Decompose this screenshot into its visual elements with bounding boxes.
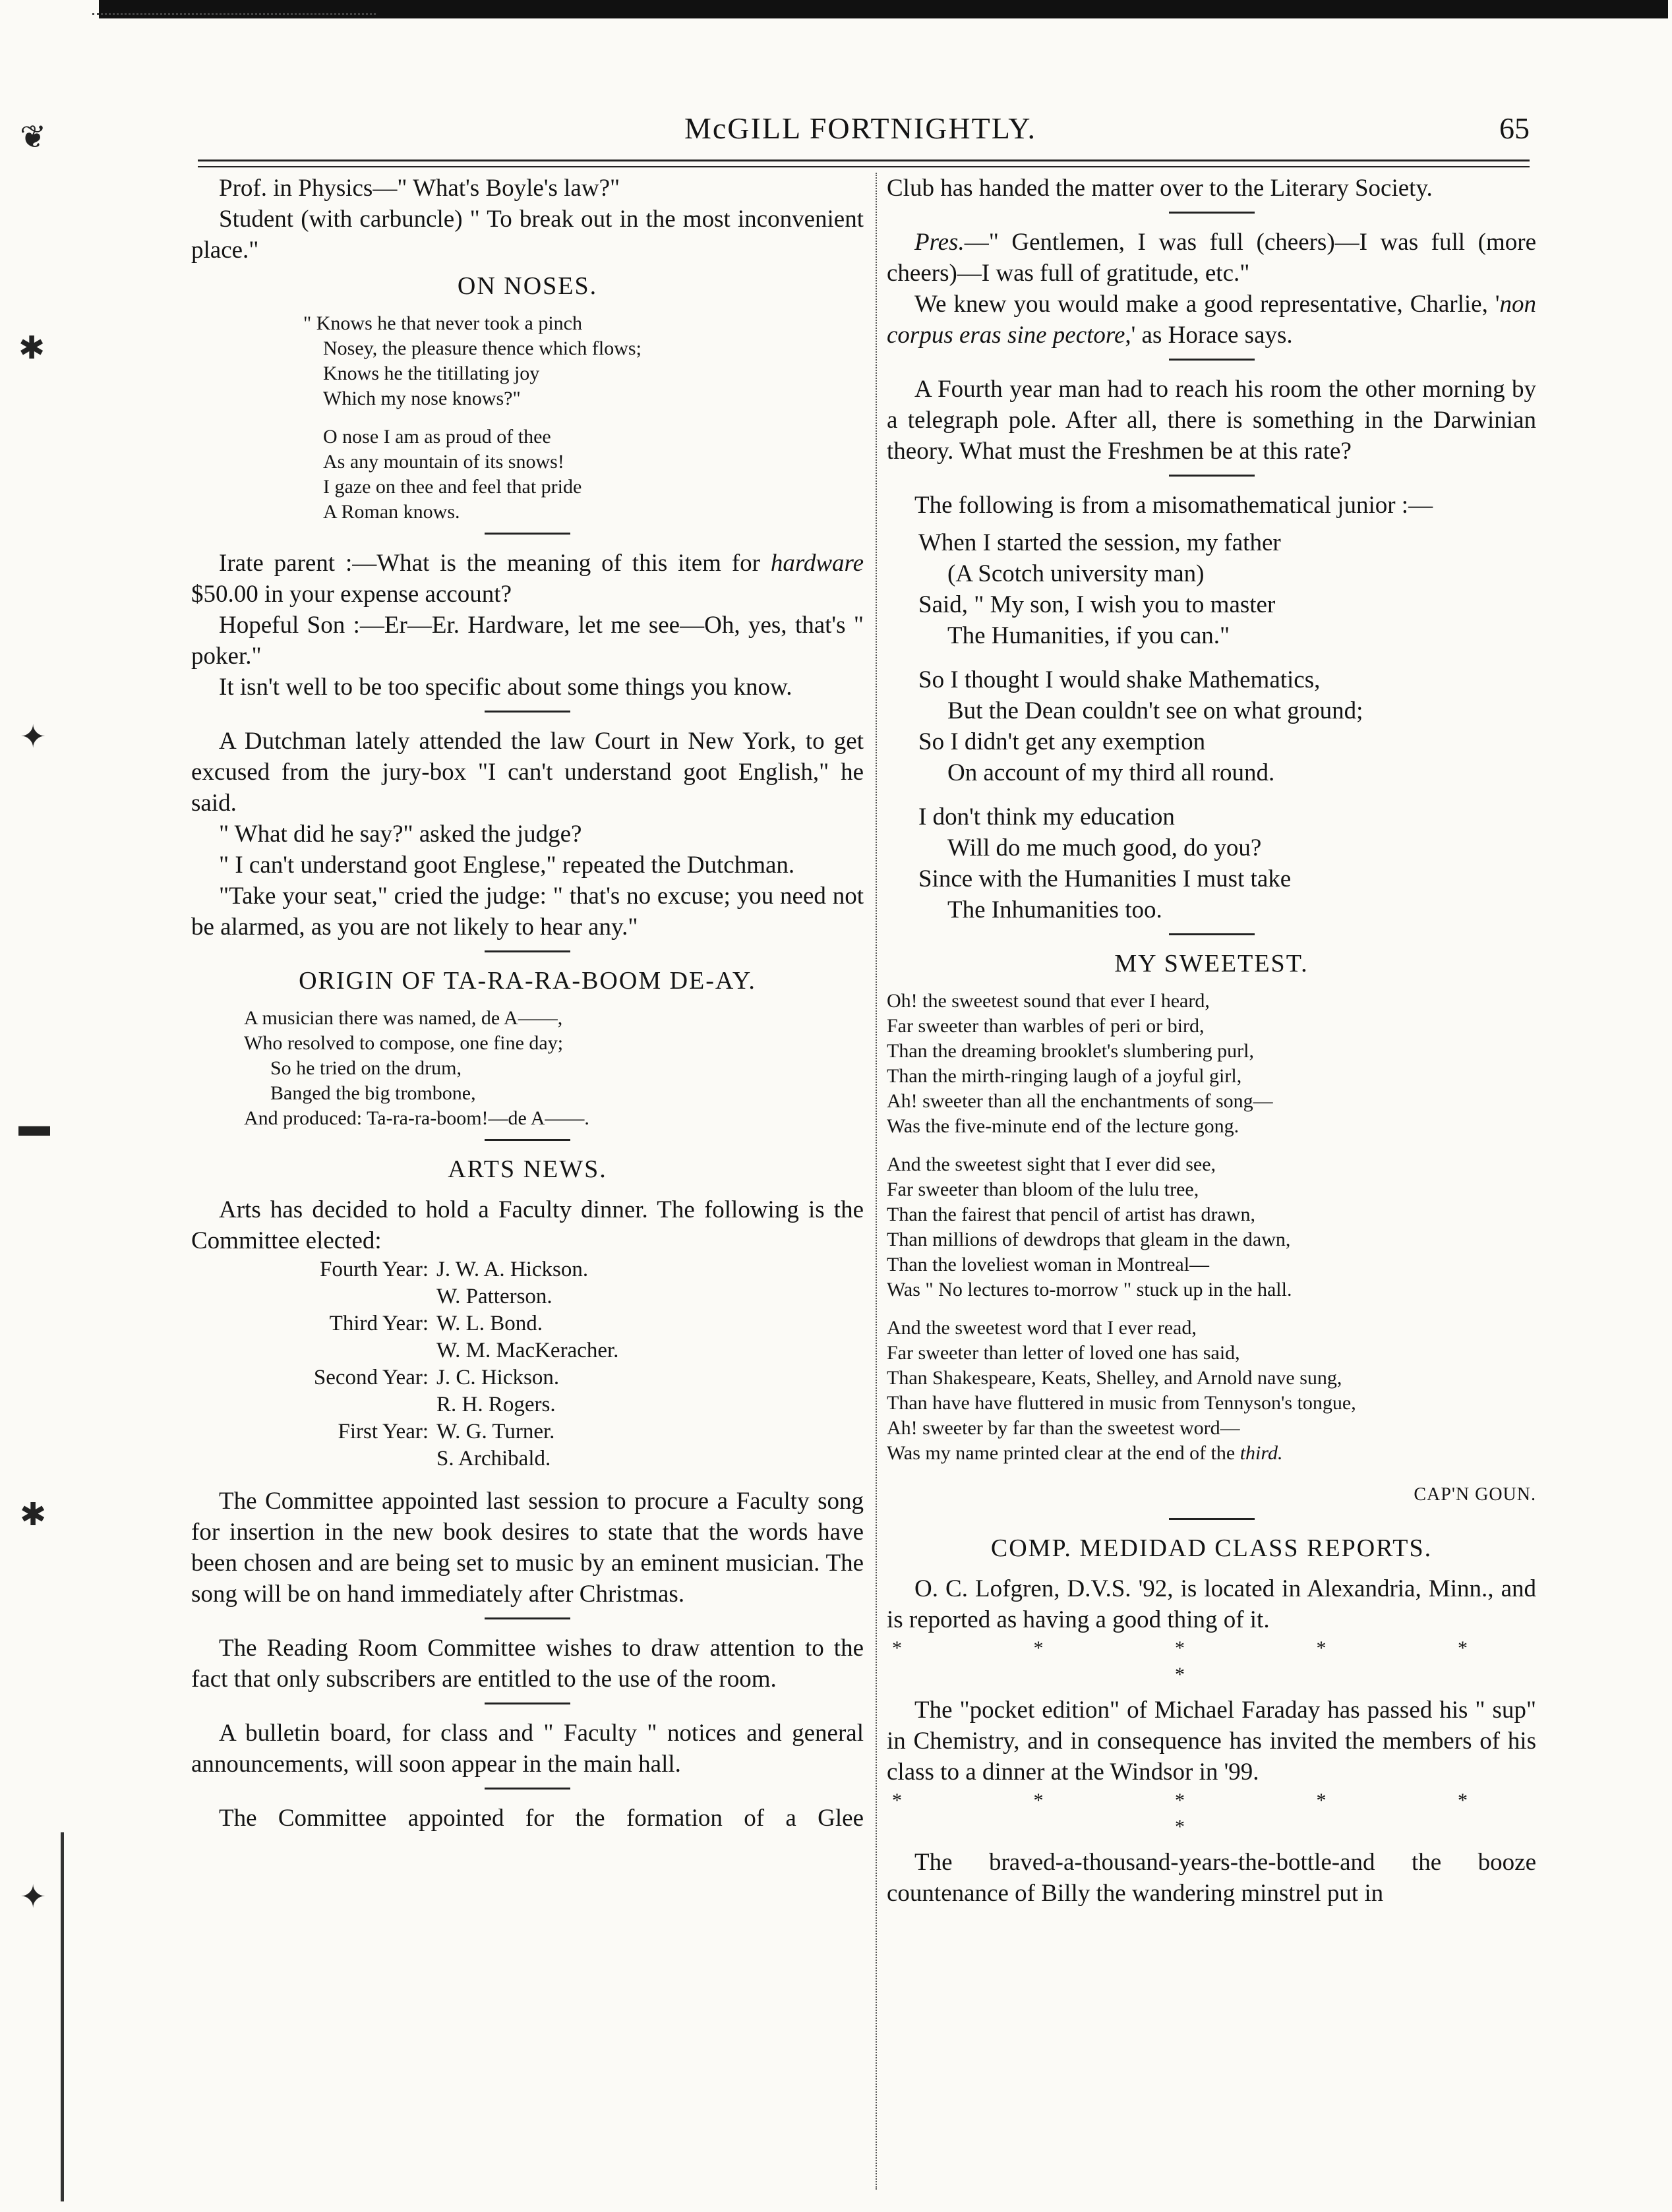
poem-line: Than the loveliest woman in Montreal— [887,1254,1210,1275]
poem-line: Knows he the titillating joy [323,363,540,384]
separator-rule [1169,933,1255,935]
poem-line: And the sweetest word that I ever read, [887,1317,1197,1339]
header-rule-thin [198,166,1530,167]
section-heading: MY SWEETEST. [1114,950,1309,977]
poem-line: Far sweeter than bloom of the lulu tree, [887,1179,1199,1200]
margin-mark: ❦ [20,120,47,155]
specific-remark: It isn't well to be too specific about some things you know. [219,674,792,701]
asterism: * * * * * * [892,1790,1531,1838]
left-column [191,173,864,1834]
poem-line: The Humanities, if you can." [947,622,1230,649]
separator-rule [1169,212,1255,214]
header-rule [198,160,1530,161]
junior-poem [918,521,1536,925]
poem-line: So I thought I would shake Mathematics, [918,666,1321,693]
poem-line: O nose I am as proud of thee [323,426,551,448]
poem-line: So he tried on the drum, [270,1057,462,1079]
poem-line: Than the fairest that pencil of artist has drawn, [887,1204,1255,1225]
poem-line: So I didn't get any exemption [918,728,1206,755]
noses-poem [303,311,864,525]
poem-line: Far sweeter than warbles of peri or bird, [887,1015,1205,1037]
separator-rule [485,711,570,713]
margin-mark: ✦ [20,1880,47,1915]
glee-note: The Committee appointed for the formation of a Glee [219,1805,864,1832]
poem-line: A musician there was named, de A——, [244,1007,563,1029]
separator-rule [485,1617,570,1619]
lofgren-report: O. C. Lofgren, D.V.S. '92, is located in Alexandria, Minn., and is reported as having a good thing of it. [887,1575,1536,1633]
poem-line: Was " No lectures to-morrow " stuck up in the hall. [887,1279,1292,1300]
fourth-year-note: A Fourth year man had to reach his room the other morning by a telegraph pole. After all, there is something in the Darwinian theory. What must the Freshmen be at this rate? [887,376,1536,465]
binding-edge [61,1832,64,2201]
poem-line: Ah! sweeter by far than the sweetest word— [887,1417,1240,1439]
poem-line: Said, " My son, I wish you to master [918,591,1276,618]
sweetest-poem [887,989,1536,1466]
faculty-song-note: The Committee appointed last session to procure a Faculty song for insertion in the new book desires to state that the words have been chosen and are being set to music by an eminent musician. The song will be on hand immediately after Christmas. [191,1488,864,1608]
top-border-bar [99,0,1668,18]
committee-row: Fourth Year: J. W. A. Hickson. [319,1258,589,1281]
column-separator [876,173,877,2190]
page-header [191,105,1530,152]
margin-mark: ✱ [18,331,45,366]
committee-row: Third Year: W. L. Bond. [329,1312,543,1335]
poem-line: Than have have fluttered in music from Tennyson's tongue, [887,1392,1356,1414]
right-column [887,173,1536,1909]
poem-line: Than the mirth-ringing laugh of a joyful girl, [887,1065,1242,1087]
poem-line: A Roman knows. [323,501,460,523]
section-heading: ORIGIN OF TA-RA-RA-BOOM DE-AY. [299,967,756,995]
president-quote: Pres.—" Gentlemen, I was full (cheers)—I was full (more cheers)—I was full of gratitude, etc." [887,229,1536,287]
top-dotted-rule [92,13,376,15]
committee-row: S. Archibald. [436,1447,551,1470]
section-heading: COMP. MEDIDAD CLASS REPORTS. [990,1534,1433,1562]
page-number: 65 [1499,111,1530,145]
dutchman-paragraph: A Dutchman lately attended the law Court in New York, to get excused from the jury-box "I can't understand goot English," he said. [191,728,864,817]
poem-line: Than millions of dewdrops that gleam in the dawn, [887,1229,1291,1250]
separator-rule [1169,1518,1255,1520]
poem-line: I don't think my education [918,803,1175,830]
poem-line: Oh! the sweetest sound that ever I heard, [887,990,1210,1012]
poem-line: Will do me much good, do you? [947,834,1262,861]
faraday-report: The "pocket edition" of Michael Faraday has passed his " sup" in Chemistry, and in consequence has invited the members of his class to a dinner at the Windsor in '99. [887,1697,1536,1786]
committee-row: W. M. MacKeracher. [436,1339,619,1362]
poem-line: Which my nose knows?" [323,388,521,409]
dutchman-paragraph: " I can't understand goot Englese," repeated the Dutchman. [219,852,795,879]
margin-mark: ▬ [18,1108,50,1143]
boyle-answer: Student (with carbuncle) " To break out in the most inconvenient place." [191,206,864,264]
boyle-question: Prof. in Physics—" What's Boyle's law?" [219,175,620,202]
poem-line: Ah! sweeter than all the enchantments of song— [887,1090,1273,1112]
glee-continuation: Club has handed the matter over to the Literary Society. [887,175,1433,202]
poem-line: I gaze on thee and feel that pride [323,476,582,498]
signature: CAP'N GOUN. [1414,1484,1536,1505]
margin-mark: ✦ [20,720,47,755]
poem-line: Who resolved to compose, one fine day; [244,1032,564,1054]
committee-row: W. Patterson. [436,1285,552,1308]
separator-rule [485,1139,570,1141]
asterism: * * * * * * [892,1637,1531,1685]
journal-title: McGILL FORTNIGHTLY. [684,111,1037,145]
committee-row: Second Year: J. C. Hickson. [313,1366,560,1389]
poem-line: Was my name printed clear at the end of the third. [887,1442,1283,1464]
poem-line: When I started the session, my father [918,529,1281,556]
hopeful-son: Hopeful Son :—Er—Er. Hardware, let me see—Oh, yes, that's " poker." [191,612,864,670]
poem-line: Far sweeter than letter of loved one has said, [887,1342,1240,1364]
horace-remark: We knew you would make a good representative, Charlie, 'non corpus eras sine pectore,' as Horace says. [887,291,1536,349]
poem-line: And produced: Ta-ra-ra-boom!—de A——. [244,1107,589,1129]
arts-intro: Arts has decided to hold a Faculty dinner. The following is the Committee elected: [191,1196,864,1254]
junior-intro: The following is from a misomathematical junior :— [914,492,1433,519]
separator-rule [485,533,570,535]
origin-poem [244,1006,864,1131]
section-heading: ON NOSES. [457,272,598,300]
committee-list [191,1256,864,1472]
poem-line: Was the five-minute end of the lecture gong. [887,1115,1239,1137]
separator-rule [485,950,570,952]
committee-row: First Year: W. G. Turner. [338,1420,555,1443]
poem-line: Since with the Humanities I must take [918,865,1292,892]
section-heading: ARTS NEWS. [448,1155,607,1183]
poem-line: (A Scotch university man) [947,560,1205,587]
irate-parent: Irate parent :—What is the meaning of this item for hardware $50.00 in your expense account? [191,550,864,608]
poem-line: As any mountain of its snows! [323,451,564,473]
separator-rule [485,1703,570,1704]
margin-mark: ✱ [20,1498,47,1532]
dutchman-paragraph: " What did he say?" asked the judge? [219,821,582,848]
poem-line: But the Dean couldn't see on what ground; [947,697,1363,724]
separator-rule [485,1788,570,1790]
poem-line: Banged the big trombone, [270,1082,476,1104]
poem-line: Nosey, the pleasure thence which flows; [323,337,642,359]
poem-line: Than Shakespeare, Keats, Shelley, and Arnold nave sung, [887,1367,1342,1389]
poem-line: Than the dreaming brooklet's slumbering purl, [887,1040,1254,1062]
dutchman-paragraph: "Take your seat," cried the judge: " that's no excuse; you need not be alarmed, as you are not likely to hear any." [191,883,864,941]
billy-report: The braved-a-thousand-years-the-bottle-and the booze countenance of Billy the wandering minstrel put in [887,1849,1536,1907]
poem-line: On account of my third all round. [947,759,1275,786]
reading-room-note: The Reading Room Committee wishes to draw attention to the fact that only subscribers are entitled to the use of the room. [191,1635,864,1693]
poem-line: " Knows he that never took a pinch [303,312,582,334]
separator-rule [1169,359,1255,361]
poem-line: The Inhumanities too. [947,896,1162,923]
committee-row: R. H. Rogers. [436,1393,556,1416]
separator-rule [1169,475,1255,477]
bulletin-note: A bulletin board, for class and " Faculty " notices and general announcements, will soon appear in the main hall. [191,1720,864,1778]
poem-line: And the sweetest sight that I ever did see, [887,1153,1216,1175]
